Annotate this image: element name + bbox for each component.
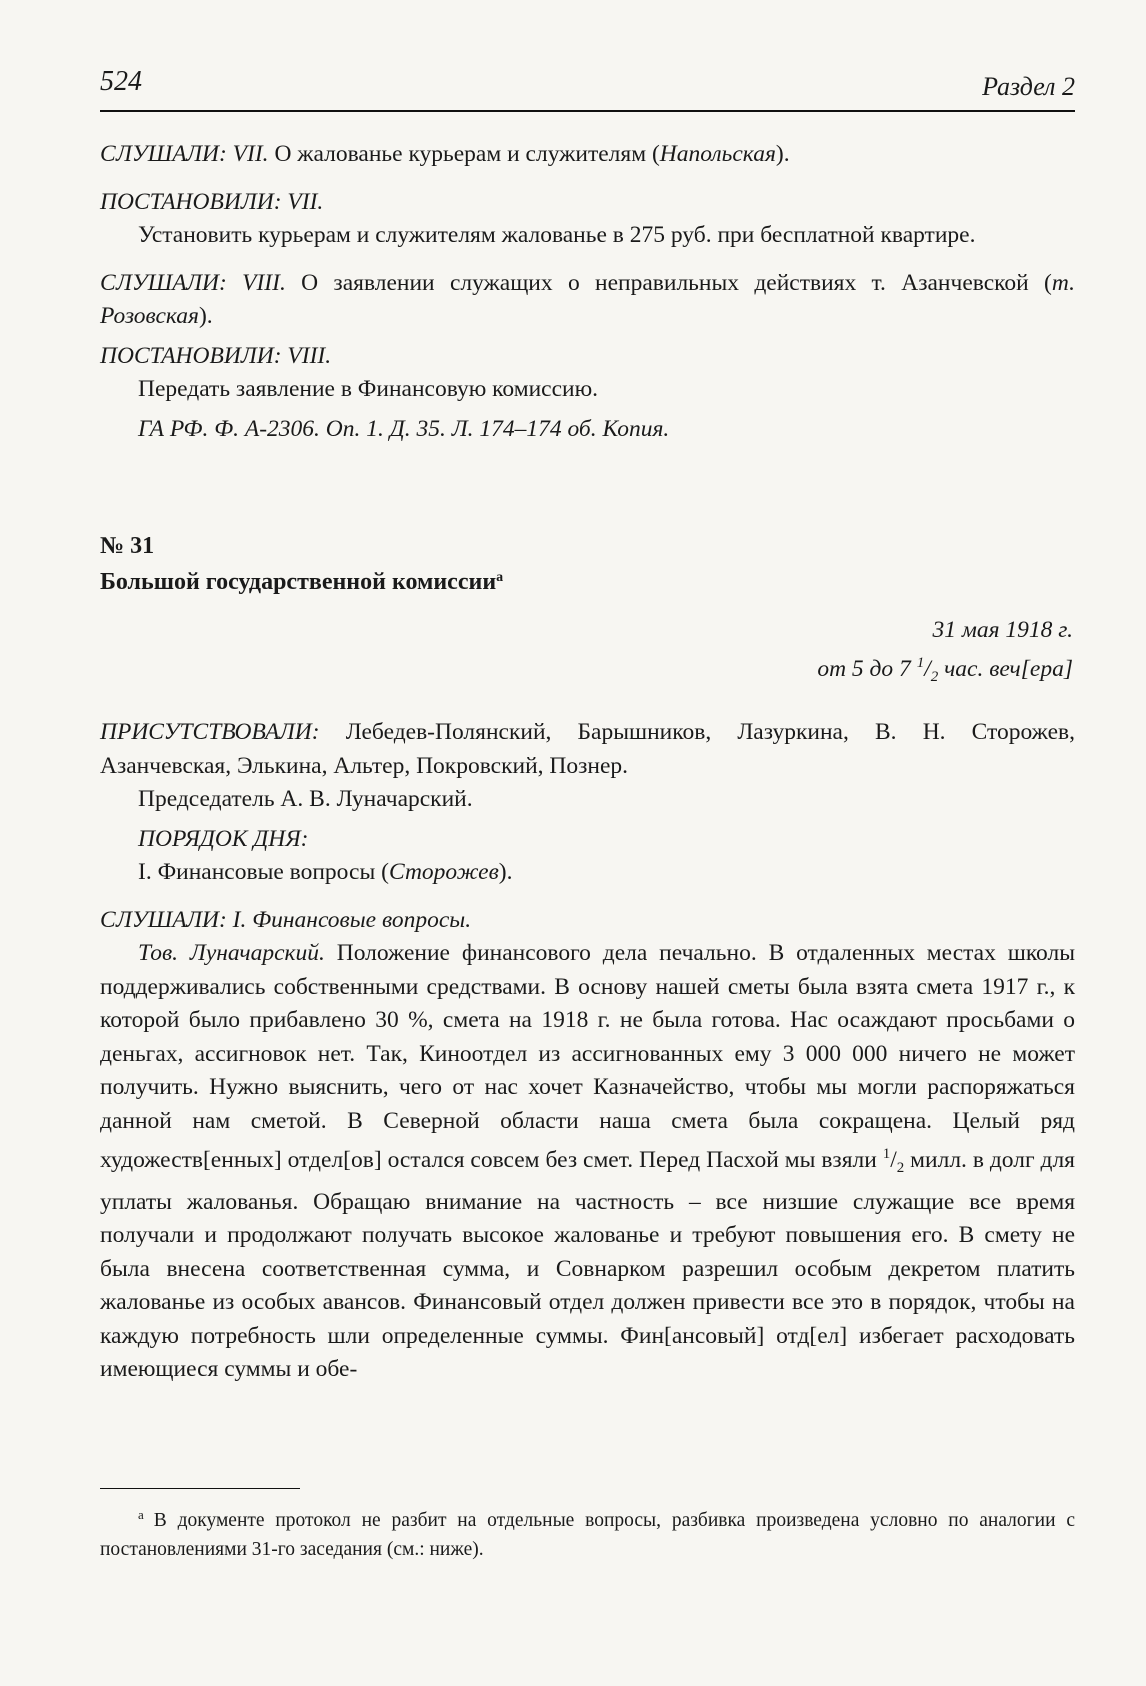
attendance-label: ПРИСУТСТВОВАЛИ: — [100, 719, 320, 745]
meeting-time: от 5 до 7 $^1/_2$ час. веч[ера] — [817, 655, 1073, 685]
document-title: Большой государственной комиссии$^а$ — [100, 569, 504, 595]
heard-item-1: СЛУШАЛИ: I. Финансовые вопросы. — [100, 906, 472, 933]
speaker-name: Тов. Луначарский. — [138, 940, 325, 966]
decided-label-8: ПОСТАНОВИЛИ: VIII. — [100, 342, 332, 369]
speaker-name: т. Розовская — [100, 269, 1075, 329]
speaker-name: Сторожев — [388, 859, 499, 885]
heard-label: СЛУШАЛИ: VIII. — [100, 269, 286, 296]
footnote — [100, 1500, 1075, 1564]
meeting-date: 31 мая 1918 г. — [932, 617, 1073, 643]
running-header — [100, 66, 1075, 112]
footnote-ref[interactable]: а — [496, 570, 504, 585]
speech-paragraph: Тов. Луначарский. Положение финансового дела печально. В отдаленных местах школы поддерживались собственными средствами. В основу нашей сметы была взята смета 1917 г., к которой было прибавлено 30 %, смета на 1918 г. не была готова. Нас осаждают просьбами о деньгах, ассигновок нет. Так, Киноотдел из ассигнованных ему 3 000 000 ничего не может получить. Нужно выяснить, чего от нас хочет Казначейство, чтобы мы могли распоряжаться данной нам сметой. В Северной области наша смета была сокращена. Целый ряд художеств[енных] отдел[ов] остался совсем без смет. Перед Пасхой мы взяли $^1/_2$ милл. в долг для уплаты жалованья. Обращаю внимание на частность – все низшие служащие все время получали и продолжают получать высокое жалованье и требуют повышения его. В смету не была внесена соответственная сумма, и Совнарком разрешил особым декретом платить жалованье из особых авансов. Финансовый отдел должен привести все это в порядок, чтобы на каждую потребность шли определенные суммы. Фин[ансовый] отд[ел] избегает расходовать имеющиеся суммы и обе- — [100, 940, 1076, 1382]
page-number: 524 — [100, 66, 142, 97]
document-body — [100, 138, 1075, 1387]
agenda-item: I. Финансовые вопросы (Сторожев). — [138, 859, 513, 885]
decided-text-7: Установить курьерам и служителям жалованье в 275 руб. при бесплатной квартире. — [138, 222, 976, 248]
chairman: Председатель А. В. Луначарский. — [138, 786, 473, 812]
heard-item-7: СЛУШАЛИ: VII. О жалованье курьерам и служителям (Напольская). — [100, 141, 790, 167]
footnote-text: В документе протокол не разбит на отдельные вопросы, разбивка произведена условно по аналогии с постановлениями 31-го заседания (см.: ниже). — [100, 1510, 1075, 1560]
fraction-half: $^1/_2$ — [916, 655, 939, 685]
page-content — [100, 66, 1076, 1387]
heard-item-8: СЛУШАЛИ: VIII. О заявлении служащих о неправильных действиях т. Азанчевской (т. Розовская). — [100, 269, 1075, 329]
heard-label: СЛУШАЛИ: VII. — [100, 141, 269, 167]
date-block — [100, 614, 1075, 694]
footnote-divider — [100, 1488, 300, 1489]
decided-text-8: Передать заявление в Финансовую комиссию. — [138, 376, 599, 402]
archive-source: ГА РФ. Ф. А-2306. Оп. 1. Д. 35. Л. 174–174 об. Копия. — [138, 415, 670, 442]
footnote-mark: а — [138, 1507, 144, 1522]
section-title: Раздел 2 — [982, 72, 1075, 101]
document-number: № 31 — [100, 533, 155, 559]
fraction-half: $^1/_2$ — [882, 1146, 905, 1176]
agenda-label: ПОРЯДОК ДНЯ: — [138, 825, 309, 852]
document-heading — [100, 530, 1075, 598]
speaker-name: Напольская — [659, 141, 776, 167]
decided-label-7: ПОСТАНОВИЛИ: VII. — [100, 188, 324, 215]
attendance: ПРИСУТСТВОВАЛИ: Лебедев-Полянский, Барышников, Лазуркина, В. Н. Сторожев, Азанчевская, Элькина, Альтер, Покровский, Познер. — [100, 719, 1075, 779]
